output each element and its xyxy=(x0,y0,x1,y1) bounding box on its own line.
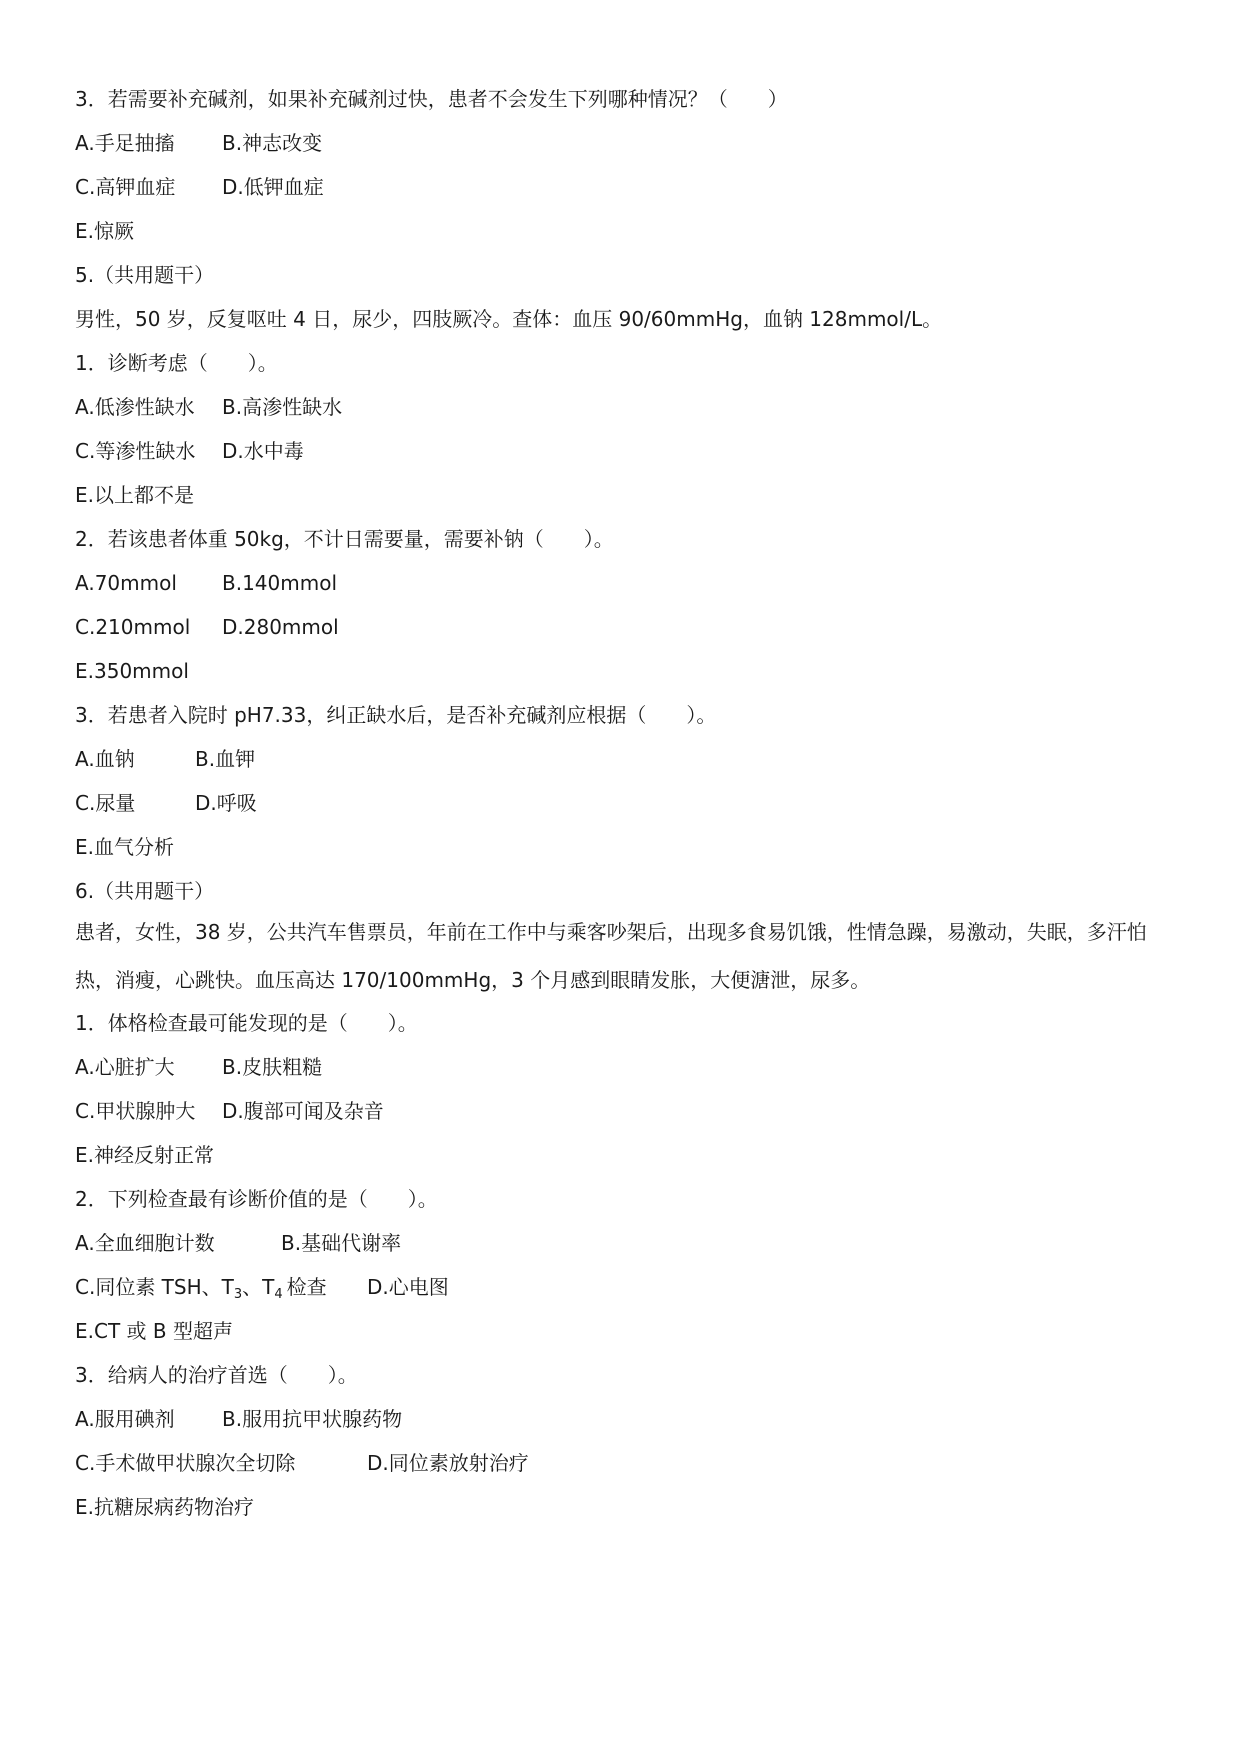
option-e: E.神经反射正常 xyxy=(75,1143,214,1167)
option-a: A.全血细胞计数 xyxy=(75,1231,215,1255)
option-c: C.甲状腺肿大 xyxy=(75,1099,196,1123)
question-2-stem: 2．若该患者体重 50kg，不计日需要量，需要补钠（ ）。 xyxy=(75,527,614,551)
option-row xyxy=(75,394,342,420)
option-e: E.CT 或 B 型超声 xyxy=(75,1319,233,1343)
option-b: B.高渗性缺水 xyxy=(222,395,343,419)
option-c: C.等渗性缺水 xyxy=(75,439,196,463)
group-5-case: 男性，50 岁，反复呕吐 4 日，尿少，四肢厥冷。查体：血压 90/60mmHg，血钠 128mmol/L。 xyxy=(75,307,943,331)
group-5-title: 5.（共用题干） xyxy=(75,263,215,287)
option-row xyxy=(75,1274,449,1300)
option-row xyxy=(75,570,337,596)
option-row xyxy=(75,614,339,640)
question-3-stem: 3．给病人的治疗首选（ ）。 xyxy=(75,1363,358,1387)
option-c: C.尿量 xyxy=(75,791,136,815)
option-a: A.70mmol xyxy=(75,571,177,595)
option-row xyxy=(75,438,304,464)
question-3-stem: 3．若患者入院时 pH7.33，纠正缺水后，是否补充碱剂应根据（ ）。 xyxy=(75,703,717,727)
option-d: D.腹部可闻及杂音 xyxy=(222,1099,384,1123)
question-3-stem: 3．若需要补充碱剂，如果补充碱剂过快，患者不会发生下列哪种情况？（ ） xyxy=(75,87,788,111)
option-b: B.140mmol xyxy=(222,571,338,595)
option-b: B.基础代谢率 xyxy=(281,1231,402,1255)
option-row xyxy=(75,790,257,816)
option-row xyxy=(75,746,255,772)
option-a: A.心脏扩大 xyxy=(75,1055,175,1079)
option-e: E.抗糖尿病药物治疗 xyxy=(75,1495,254,1519)
option-b: B.皮肤粗糙 xyxy=(222,1055,323,1079)
option-e: E.以上都不是 xyxy=(75,483,194,507)
option-d: D.低钾血症 xyxy=(222,175,324,199)
option-c: C.210mmol xyxy=(75,615,191,639)
option-c: C.高钾血症 xyxy=(75,175,176,199)
group-6-case: 患者，女性，38 岁，公共汽车售票员，年前在工作中与乘客吵架后，出现多食易饥饿，性情急躁，易激动，失眠，多汗怕热，消瘦，心跳快。血压高达 170/100mmHg，3 个月感到眼睛发胀，大便溏泄，尿多。 xyxy=(75,920,1147,992)
question-1-stem: 1．体格检查最可能发现的是（ ）。 xyxy=(75,1011,418,1035)
option-row xyxy=(75,1098,384,1124)
option-d: D.水中毒 xyxy=(222,439,304,463)
option-c: C.同位素 TSH、$T_3$、$T_4$ 检查 xyxy=(75,1275,327,1302)
option-row xyxy=(75,1406,402,1432)
option-e: E.血气分析 xyxy=(75,835,174,859)
option-row xyxy=(75,130,322,156)
question-1-stem: 1．诊断考虑（ ）。 xyxy=(75,351,278,375)
option-b: B.血钾 xyxy=(195,747,256,771)
option-c: C.手术做甲状腺次全切除 xyxy=(75,1451,296,1475)
option-a: A.服用碘剂 xyxy=(75,1407,175,1431)
option-b: B.神志改变 xyxy=(222,131,323,155)
option-e: E.惊厥 xyxy=(75,219,134,243)
option-a: A.手足抽搐 xyxy=(75,131,175,155)
option-row xyxy=(75,174,324,200)
option-a: A.低渗性缺水 xyxy=(75,395,195,419)
option-row xyxy=(75,1054,322,1080)
option-d: D.呼吸 xyxy=(195,791,257,815)
option-d: D.280mmol xyxy=(222,615,339,639)
option-b: B.服用抗甲状腺药物 xyxy=(222,1407,403,1431)
option-row xyxy=(75,1230,401,1256)
group-6-title: 6.（共用题干） xyxy=(75,879,215,903)
option-d: D.同位素放射治疗 xyxy=(367,1451,529,1475)
option-a: A.血钠 xyxy=(75,747,135,771)
question-2-stem: 2．下列检查最有诊断价值的是（ ）。 xyxy=(75,1187,438,1211)
option-row xyxy=(75,1450,529,1476)
option-d: D.心电图 xyxy=(367,1275,449,1299)
option-e: E.350mmol xyxy=(75,659,189,683)
